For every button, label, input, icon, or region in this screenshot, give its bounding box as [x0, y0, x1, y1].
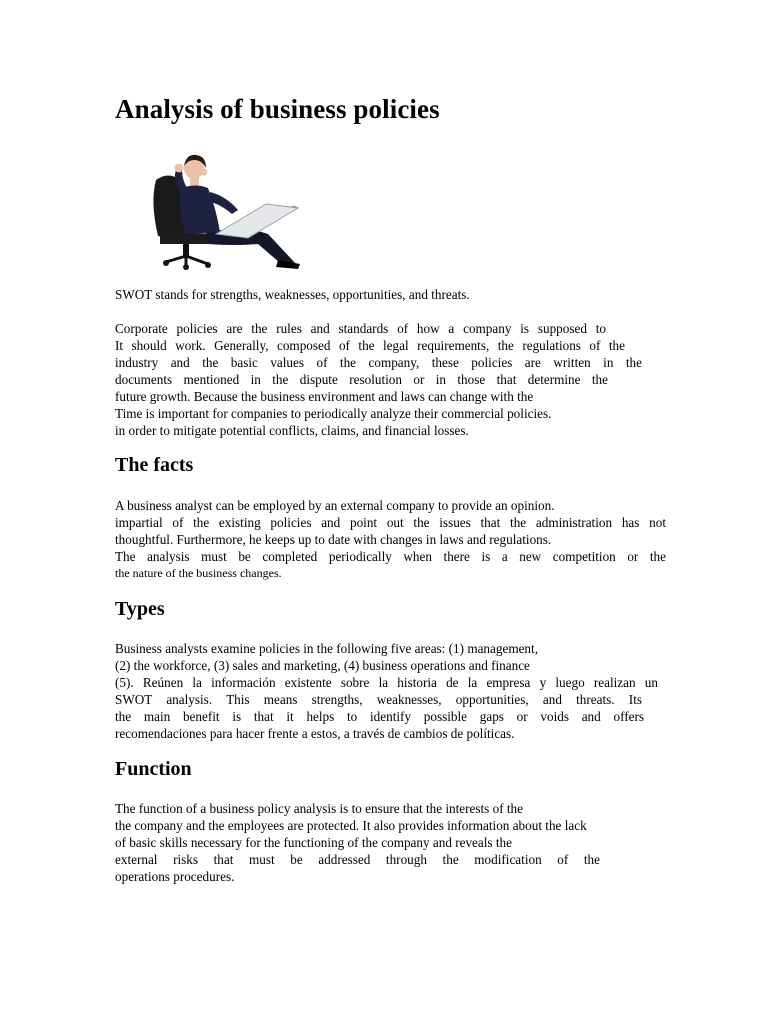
intro-text: SWOT stands for strengths, weaknesses, opportunities, and threats. [115, 287, 470, 302]
paragraph-line: in order to mitigate potential conflicts, claims, and financial losses. [115, 423, 469, 438]
paragraph-line: documents mentioned in the dispute resolution or in those that determine the [115, 372, 608, 387]
paragraph-line: of basic skills necessary for the functioning of the company and reveals the [115, 835, 512, 850]
paragraph-line: future growth. Because the business environment and laws can change with the [115, 389, 534, 404]
paragraph-line: the company and the employees are protected. It also provides information about the lack [115, 818, 587, 833]
paragraph-line: thoughtful. Furthermore, he keeps up to date with changes in laws and regulations. [115, 532, 552, 547]
paragraph-line: Business analysts examine policies in the following five areas: (1) management, [115, 641, 538, 656]
paragraph-line: Corporate policies are the rules and standards of how a company is supposed to [115, 321, 606, 336]
paragraph-line: The analysis must be completed periodically when there is a new competition or the [115, 549, 666, 564]
businesswoman-with-laptop-illustration [146, 152, 306, 270]
paragraph-line: The function of a business policy analysis is to ensure that the interests of the [115, 801, 523, 816]
paragraph-line: (5). Reúnen la información existente sobre la historia de la empresa y luego realizan un [115, 675, 658, 690]
paragraph-line: external risks that must be addressed through the modification of the [115, 852, 600, 867]
paragraph-line: the nature of the business changes. [115, 566, 282, 580]
paragraph-line: (2) the workforce, (3) sales and marketing, (4) business operations and finance [115, 658, 530, 673]
section-heading-facts: The facts [115, 454, 194, 476]
paragraph-line: operations procedures. [115, 869, 235, 884]
paragraph-line: A business analyst can be employed by an external company to provide an opinion. [115, 498, 555, 513]
section-heading-function: Function [115, 758, 192, 780]
paragraph-line: It should work. Generally, composed of the legal requirements, the regulations of the [115, 338, 625, 353]
section-heading-types: Types [115, 598, 165, 620]
paragraph-line: industry and the basic values of the company, these policies are written in the [115, 355, 642, 370]
paragraph-line: the main benefit is that it helps to identify possible gaps or voids and offers [115, 709, 644, 724]
paragraph-line: impartial of the existing policies and point out the issues that the administration has not [115, 515, 666, 530]
paragraph-line: SWOT analysis. This means strengths, weaknesses, opportunities, and threats. Its [115, 692, 642, 707]
page-title: Analysis of business policies [115, 94, 440, 124]
paragraph-line: recomendaciones para hacer frente a estos, a través de cambios de políticas. [115, 726, 515, 741]
paragraph-line: Time is important for companies to periodically analyze their commercial policies. [115, 406, 552, 421]
